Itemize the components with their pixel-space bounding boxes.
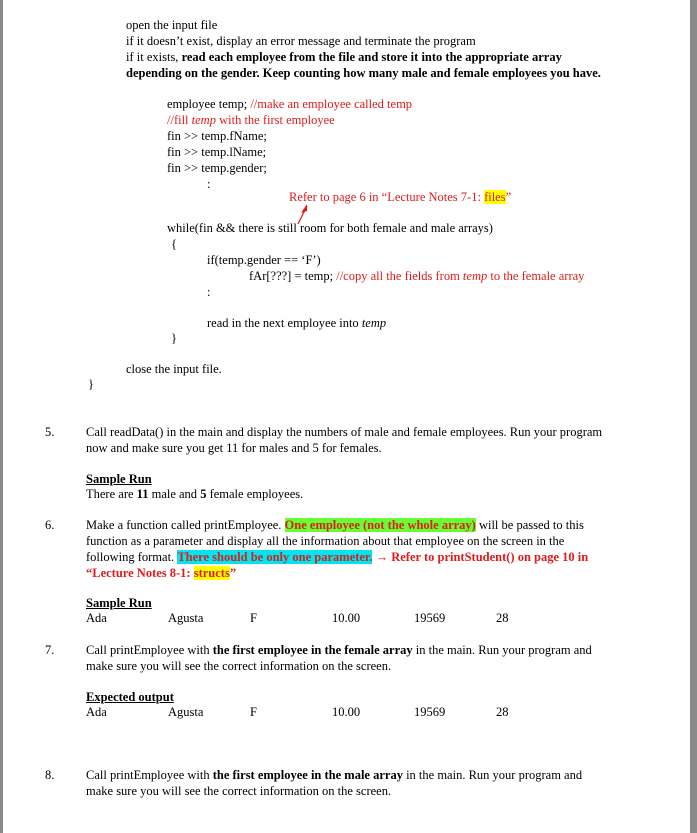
item-5-number: 5. xyxy=(45,425,55,439)
algo-line-counting: depending on the gender. Keep counting how many male and female employees you have. xyxy=(126,66,601,80)
code-line-assign: fAr[???] = temp; //copy all the fields from temp to the female array xyxy=(249,269,585,283)
item-6-line-3: following format. There should be only one parameter. → Refer to printStudent() on page 10 in xyxy=(86,550,589,564)
cell-id: 19569 xyxy=(414,611,446,625)
cell-last-name: Agusta xyxy=(168,705,204,719)
code-line-declare: employee temp; //make an employee called temp xyxy=(167,97,413,111)
cell-id: 19569 xyxy=(414,705,446,719)
cell-gender: F xyxy=(250,705,257,719)
item-8-line-1: Call printEmployee with the first employee in the male array in the main. Run your program and xyxy=(86,768,583,782)
code-line-fill-comment: //fill temp with the first employee xyxy=(167,113,335,127)
cell-age: 28 xyxy=(496,705,509,719)
code-line-read-next: read in the next employee into temp xyxy=(207,316,387,330)
item-5-line-1: Call readData() in the main and display the numbers of male and female employees. Run your program xyxy=(86,425,603,439)
item-7-line-1: Call printEmployee with the first employee in the female array in the main. Run your program and xyxy=(86,643,592,657)
code-brace-open: { xyxy=(171,237,177,251)
algo-line-exists: if it exists, read each employee from the file and store it into the appropriate array xyxy=(126,50,562,64)
item-6-number: 6. xyxy=(45,518,55,532)
item-7-number: 7. xyxy=(45,643,55,657)
algo-line-close: close the input file. xyxy=(126,362,222,376)
algo-line-not-exist: if it doesn’t exist, display an error message and terminate the program xyxy=(126,34,476,48)
code-line-while: while(fin && there is still room for both female and male arrays) xyxy=(167,221,493,235)
item-6-line-4: “Lecture Notes 8-1: structs” xyxy=(86,566,237,580)
code-ellipsis-2: : xyxy=(207,285,211,299)
item-8-number: 8. xyxy=(45,768,55,782)
reference-note-files: Refer to page 6 in “Lecture Notes 7-1: files” xyxy=(289,190,512,204)
code-line-gender: fin >> temp.gender; xyxy=(167,161,267,175)
item-7-line-2: make sure you will see the correct information on the screen. xyxy=(86,659,392,673)
code-ellipsis: : xyxy=(207,177,211,191)
item-6-sample-label: Sample Run xyxy=(86,596,152,610)
cell-last-name: Agusta xyxy=(168,611,204,625)
cell-age: 28 xyxy=(496,611,509,625)
code-line-lname: fin >> temp.lName; xyxy=(167,145,267,159)
item-6-line-2: function as a parameter and display all the information about that employee on the screen in the xyxy=(86,534,565,548)
item-5-sample-label: Sample Run xyxy=(86,472,152,486)
cell-gender: F xyxy=(250,611,257,625)
cell-first-name: Ada xyxy=(86,705,107,719)
item-7-expected-label: Expected output xyxy=(86,690,174,704)
cell-first-name: Ada xyxy=(86,611,107,625)
code-line-fname: fin >> temp.fName; xyxy=(167,129,267,143)
cell-rate: 10.00 xyxy=(332,705,361,719)
function-brace-close: } xyxy=(88,377,94,391)
item-5-line-2: now and make sure you get 11 for males and 5 for females. xyxy=(86,441,382,455)
document-page xyxy=(3,0,690,833)
code-brace-close: } xyxy=(171,331,177,345)
item-6-line-1: Make a function called printEmployee. One employee (not the whole array) will be passed to this xyxy=(86,518,584,532)
cell-rate: 10.00 xyxy=(332,611,361,625)
item-5-sample-output: There are 11 male and 5 female employees. xyxy=(86,487,304,501)
algo-line-open: open the input file xyxy=(126,18,218,32)
code-line-if: if(temp.gender == ‘F’) xyxy=(207,253,321,267)
item-8-line-2: make sure you will see the correct information on the screen. xyxy=(86,784,392,798)
